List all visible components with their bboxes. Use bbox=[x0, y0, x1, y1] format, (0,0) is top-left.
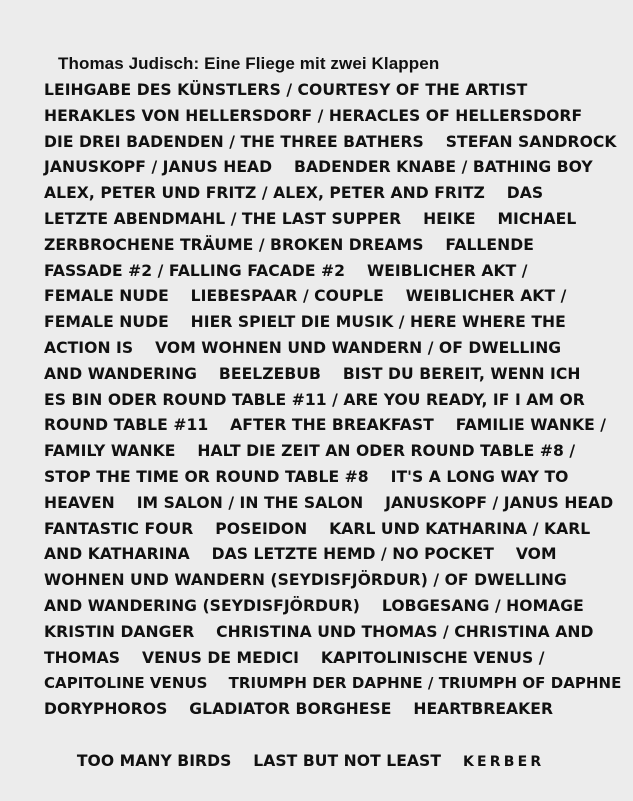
works-line: DIE DREI BADENDEN / THE THREE BATHERS STEFAN SANDROCK bbox=[44, 132, 617, 151]
works-line: LETZTE ABENDMAHL / THE LAST SUPPER HEIKE MICHAEL bbox=[44, 209, 577, 228]
works-line: ACTION IS VOM WOHNEN UND WANDERN / OF DWELLING bbox=[44, 338, 562, 357]
works-line: FEMALE NUDE LIEBESPAAR / COUPLE WEIBLICHER AKT / bbox=[44, 287, 567, 306]
works-line: ZERBROCHENE TRÄUME / BROKEN DREAMS FALLENDE bbox=[44, 235, 534, 254]
publisher-logo: KERBER bbox=[462, 753, 545, 770]
works-line: CAPITOLINE VENUS TRIUMPH DER DAPHNE / TRIUMPH OF DAPHNE bbox=[44, 674, 622, 693]
works-line: AND WANDERING (SEYDISFJÖRDUR) LOBGESANG / HOMAGE bbox=[44, 596, 584, 615]
works-line: ALEX, PETER UND FRITZ / ALEX, PETER AND FRITZ DAS bbox=[44, 184, 544, 203]
cover-subtitle: Thomas Judisch: Eine Fliege mit zwei Klappen bbox=[58, 54, 440, 73]
works-line: STOP THE TIME OR ROUND TABLE #8 IT'S A LONG WAY TO bbox=[44, 467, 569, 486]
works-line: HEAVEN IM SALON / IN THE SALON JANUSKOPF / JANUS HEAD bbox=[44, 493, 614, 512]
works-line: HERAKLES VON HELLERSDORF / HERACLES OF HELLERSDORF bbox=[44, 106, 583, 125]
works-line: THOMAS VENUS DE MEDICI KAPITOLINISCHE VENUS / bbox=[44, 648, 545, 667]
works-line: WOHNEN UND WANDERN (SEYDISFJÖRDUR) / OF DWELLING bbox=[44, 571, 567, 590]
works-line: AND KATHARINA DAS LETZTE HEMD / NO POCKET VOM bbox=[44, 545, 557, 564]
works-line: ES BIN ODER ROUND TABLE #11 / ARE YOU READY, IF I AM OR bbox=[44, 390, 585, 409]
works-line: DORYPHOROS GLADIATOR BORGHESE HEARTBREAKER bbox=[44, 700, 554, 719]
works-line-last bbox=[44, 723, 624, 770]
works-line: FASSADE #2 / FALLING FACADE #2 WEIBLICHER AKT / bbox=[44, 261, 528, 280]
works-line: AND WANDERING BEELZEBUB BIST DU BEREIT, WENN ICH bbox=[44, 364, 581, 383]
works-list bbox=[44, 78, 624, 770]
works-line: LEIHGABE DES KÜNSTLERS / COURTESY OF THE ARTIST bbox=[44, 81, 528, 99]
works-line: KRISTIN DANGER CHRISTINA UND THOMAS / CHRISTINA AND bbox=[44, 622, 594, 641]
works-line: FEMALE NUDE HIER SPIELT DIE MUSIK / HERE WHERE THE bbox=[44, 313, 566, 332]
works-line: ROUND TABLE #11 AFTER THE BREAKFAST FAMILIE WANKE / bbox=[44, 416, 607, 435]
works-line: FANTASTIC FOUR POSEIDON KARL UND KATHARINA / KARL bbox=[44, 519, 591, 538]
works-line: FAMILY WANKE HALT DIE ZEIT AN ODER ROUND TABLE #8 / bbox=[44, 442, 576, 461]
works-last-titles: TOO MANY BIRDS LAST BUT NOT LEAST bbox=[76, 751, 442, 770]
works-line: JANUSKOPF / JANUS HEAD BADENDER KNABE / BATHING BOY bbox=[44, 158, 593, 177]
